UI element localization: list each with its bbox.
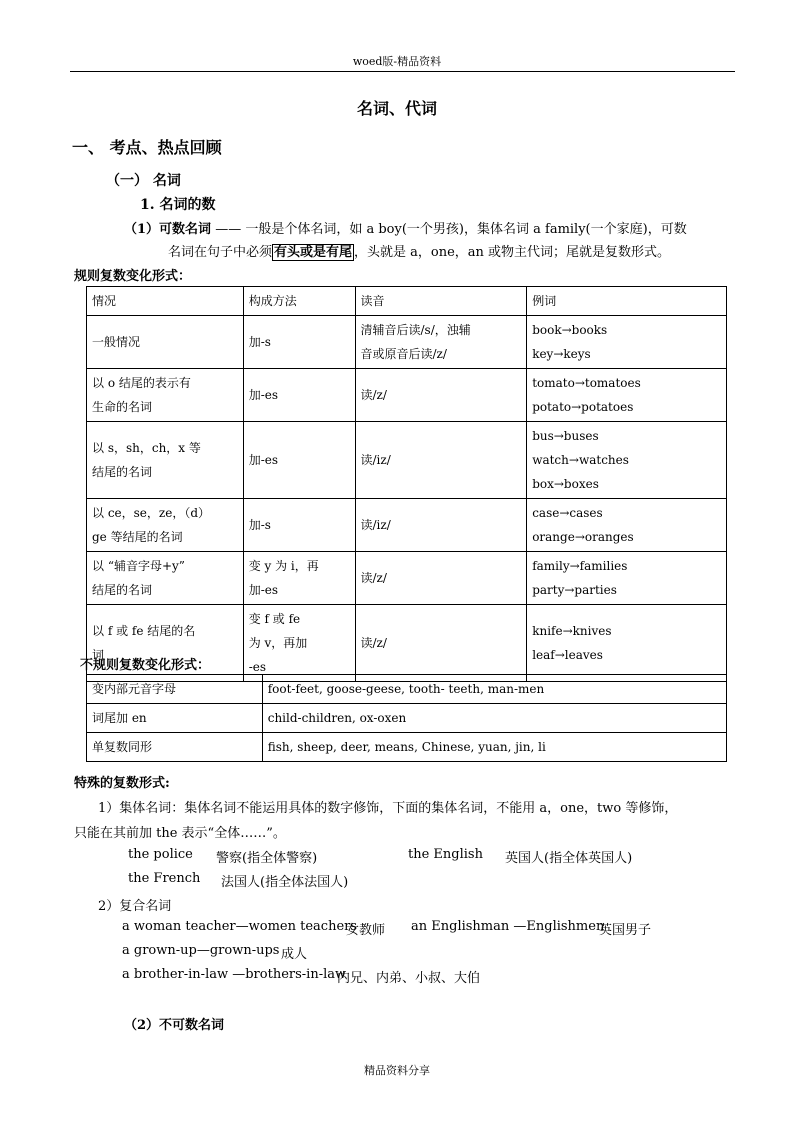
sound-cell <box>355 369 527 422</box>
cell-line: 音或原音后读/z/ <box>360 347 447 361</box>
cell-line: watch→watches <box>532 453 629 467</box>
cell-line: 加-es <box>248 583 279 597</box>
cell-line: 读/iz/ <box>360 453 391 467</box>
cell-line: case→cases <box>532 506 603 520</box>
irregular-type-cell: 变内部元音字母 <box>87 675 263 704</box>
table-row <box>87 552 727 605</box>
table-row <box>87 422 727 499</box>
method-cell <box>243 316 355 369</box>
cell-line: 读/z/ <box>360 636 387 650</box>
example-zh: 英国人(指全体英国人) <box>505 851 633 866</box>
cell-line: orange→oranges <box>532 530 634 544</box>
countable-para-line1 <box>124 218 687 237</box>
case-cell <box>87 552 244 605</box>
cell-line: 为 v，再加 <box>248 636 308 650</box>
cell-line: 清辅音后读/s/，浊辅 <box>360 323 471 337</box>
cell-line: potato→potatoes <box>532 400 634 414</box>
irregular-plural-label: 不规则复数变化形式： <box>80 658 211 673</box>
special-plural-label: 特殊的复数形式: <box>74 776 170 791</box>
cell-line: 以 s，sh，ch，x 等 <box>92 441 201 455</box>
example-en: the English <box>408 847 483 862</box>
page-footer: 精品资料分享 <box>364 1064 430 1077</box>
method-cell <box>243 605 355 682</box>
compound-noun-heading: 2）复合名词 <box>98 899 172 914</box>
sound-cell <box>355 552 527 605</box>
cell-line: 加-es <box>248 453 279 467</box>
regular-plural-label: 规则复数变化形式： <box>74 269 192 284</box>
example-en: the French <box>128 871 201 886</box>
cell-line: 读/z/ <box>360 571 387 585</box>
example-en: a woman teacher—women teachers <box>122 919 358 934</box>
countable-text-a: 名词在句子中必须 <box>168 245 273 260</box>
example-zh: 警察(指全体警察) <box>216 851 318 866</box>
cell-line: 加-s <box>248 335 271 349</box>
countable-label: 可数名词 <box>159 222 212 237</box>
countable-text: —— 一般是个体名词，如 a boy(一个男孩)，集体名词 a family(一个家庭)，可数 <box>215 222 687 237</box>
cell-line: 生命的名词 <box>92 400 153 414</box>
examples-cell <box>527 422 727 499</box>
cell-line: 一般情况 <box>92 335 141 349</box>
example-zh: 内兄、内弟、小叔、大伯 <box>337 971 481 986</box>
example-en: a brother-in-law —brothers-in-law <box>122 967 347 982</box>
case-cell <box>87 499 244 552</box>
topic-heading: 1. 名词的数 <box>140 197 216 213</box>
cell-line: party→parties <box>532 583 617 597</box>
method-cell <box>243 369 355 422</box>
case-cell <box>87 316 244 369</box>
cell-line: 词 <box>92 648 105 662</box>
cell-line: 以 ce，se，ze，（d） <box>92 506 211 520</box>
method-cell <box>243 422 355 499</box>
table-row <box>87 499 727 552</box>
para-number: （2） <box>124 1018 160 1033</box>
page-title: 名词、代词 <box>356 99 437 118</box>
table-header-row <box>87 287 727 316</box>
table-row <box>87 733 727 762</box>
regular-plural-table <box>86 286 727 682</box>
sound-cell <box>355 422 527 499</box>
example-zh: 女教师 <box>346 923 386 938</box>
cell-line: 以 f 或 fe 结尾的名 <box>92 624 196 638</box>
case-cell <box>87 422 244 499</box>
example-zh: 成人 <box>281 947 308 962</box>
cell-line: 结尾的名词 <box>92 465 153 479</box>
countable-text-b: ，头就是 a，one，an 或物主代词；尾就是复数形式。 <box>354 245 671 260</box>
cell-line: ge 等结尾的名词 <box>92 530 183 544</box>
case-cell <box>87 369 244 422</box>
cell-line: -es <box>248 660 267 674</box>
header-rule <box>70 71 735 72</box>
subsection-heading: （一） 名词 <box>106 173 181 189</box>
cell-line: 加-es <box>248 388 279 402</box>
table-row <box>87 704 727 733</box>
example-zh: 法国人(指全体法国人) <box>221 875 349 890</box>
header-cell: 构成方法 <box>243 287 355 316</box>
sound-cell <box>355 316 527 369</box>
example-zh: 英国男子 <box>599 923 652 938</box>
cell-line: knife→knives <box>532 624 612 638</box>
examples-cell <box>527 369 727 422</box>
irregular-example-cell: fish, sheep, deer, means, Chinese, yuan, jin, li <box>262 733 726 762</box>
examples-cell <box>527 552 727 605</box>
sound-cell <box>355 605 527 682</box>
example-en: the police <box>128 847 193 862</box>
para-number: （1） <box>124 222 160 237</box>
examples-cell <box>527 605 727 682</box>
example-en: a grown-up—grown-ups <box>122 943 280 958</box>
cell-line: 以 o 结尾的表示有 <box>92 376 191 390</box>
sound-cell <box>355 499 527 552</box>
cell-line: book→books <box>532 323 608 337</box>
cell-line: 变 f 或 fe <box>248 612 301 626</box>
collective-noun-line2: 只能在其前加 the 表示“全体……”。 <box>74 826 286 841</box>
section-heading: 一、 考点、热点回顾 <box>72 138 222 157</box>
examples-cell <box>527 499 727 552</box>
boxed-emphasis: 有头或是有尾 <box>274 245 353 260</box>
cell-line: 变 y 为 i，再 <box>248 559 319 573</box>
countable-para-line2 <box>168 241 670 260</box>
header-cell: 例词 <box>527 287 727 316</box>
cell-line: tomato→tomatoes <box>532 376 641 390</box>
header-cell: 读音 <box>355 287 527 316</box>
table-row <box>87 369 727 422</box>
page-header: woed版-精品资料 <box>352 55 442 68</box>
cell-line: key→keys <box>532 347 591 361</box>
cell-line: family→families <box>532 559 628 573</box>
table-row <box>87 675 727 704</box>
cell-line: 读/iz/ <box>360 518 391 532</box>
cell-line: 结尾的名词 <box>92 583 153 597</box>
irregular-example-cell: child-children, ox-oxen <box>262 704 726 733</box>
uncountable-label: 不可数名词 <box>159 1018 225 1033</box>
cell-line: 加-s <box>248 518 271 532</box>
method-cell <box>243 552 355 605</box>
table-row <box>87 316 727 369</box>
method-cell <box>243 499 355 552</box>
irregular-plural-table <box>86 674 727 762</box>
header-cell: 情况 <box>87 287 244 316</box>
cell-line: 读/z/ <box>360 388 387 402</box>
cell-line: box→boxes <box>532 477 599 491</box>
example-en: an Englishman —Englishmen <box>411 919 605 934</box>
cell-line: 以 “辅音字母+y” <box>92 559 185 573</box>
examples-cell <box>527 316 727 369</box>
collective-noun-line1: 1）集体名词：集体名词不能运用具体的数字修饰，下面的集体名词，不能用 a，one，two 等修饰， <box>98 801 678 816</box>
irregular-type-cell: 词尾加 en <box>87 704 263 733</box>
uncountable-heading <box>124 1014 224 1033</box>
irregular-example-cell: foot-feet, goose-geese, tooth- teeth, man-men <box>262 675 726 704</box>
cell-line: leaf→leaves <box>532 648 603 662</box>
irregular-type-cell: 单复数同形 <box>87 733 263 762</box>
cell-line: bus→buses <box>532 429 599 443</box>
